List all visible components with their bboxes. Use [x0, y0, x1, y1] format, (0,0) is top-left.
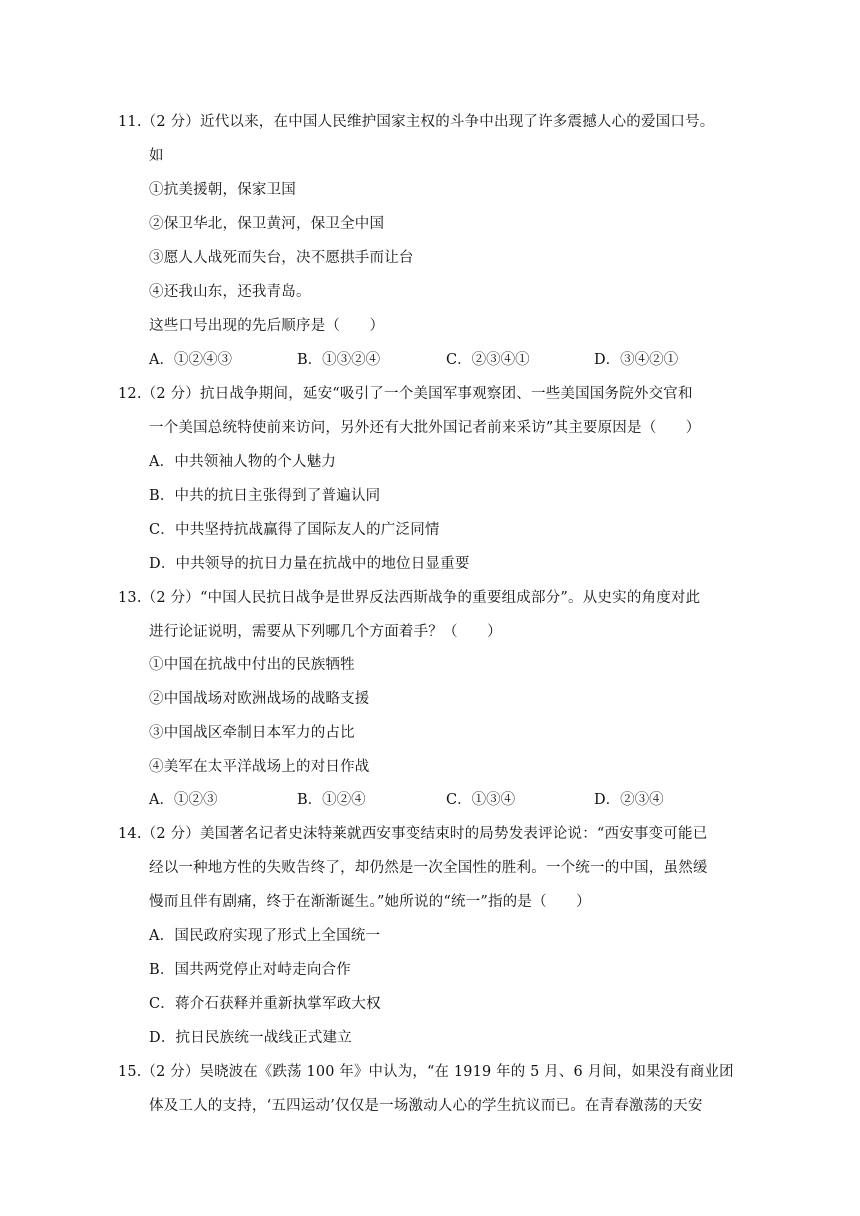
q12-option-c: C．中共坚持抗战赢得了国际友人的广泛同情 — [149, 522, 440, 538]
q11-item-3: ③愿人人战死而失台，决不愿拱手而让台 — [149, 250, 414, 266]
q13-item-3: ③中国战区牵制日本军力的占比 — [149, 725, 355, 741]
q14-stem-line-1: 14.（2 分）美国著名记者史沫特莱就西安事变结束时的局势发表评论说：“西安事变可能已 — [118, 826, 708, 842]
q13-option-a: A．①②③ — [149, 792, 218, 808]
q14-option-a: A．国民政府实现了形式上全国统一 — [149, 928, 381, 944]
q11-option-d: D．③④②① — [594, 352, 679, 368]
q11-item-4: ④还我山东，还我青岛。 — [149, 284, 311, 300]
q14-option-d: D．抗日民族统一战线正式建立 — [149, 1030, 352, 1046]
q11-stem-line-2: 如 — [149, 148, 164, 164]
q13-item-1: ①中国在抗战中付出的民族牺牲 — [149, 657, 355, 673]
q11-item-2: ②保卫华北，保卫黄河，保卫全中国 — [149, 216, 385, 232]
q11-option-b: B．①③②④ — [297, 352, 381, 368]
q13-item-4: ④美军在太平洋战场上的对日作战 — [149, 759, 370, 775]
q12-option-a: A．中共领袖人物的个人魅力 — [149, 454, 337, 470]
q11-item-1: ①抗美援朝，保家卫国 — [149, 182, 296, 198]
q12-option-d: D．中共领导的抗日力量在抗战中的地位日显重要 — [149, 556, 470, 572]
q12-stem-line-1: 12.（2 分）抗日战争期间，延安“吸引了一个美国军事观察团、一些美国国务院外交官和 — [118, 386, 693, 402]
q13-item-2: ②中国战场对欧洲战场的战略支援 — [149, 691, 370, 707]
q11-stem-line-1: 11.（2 分）近代以来，在中国人民维护国家主权的斗争中出现了许多震撼人心的爱国口号。 — [118, 114, 715, 130]
q14-stem-line-2: 经以一种地方性的失败告终了，却仍然是一次全国性的胜利。一个统一的中国，虽然缓 — [149, 860, 708, 876]
q15-stem-line-1: 15.（2 分）吴晓波在《跌荡 100 年》中认为，“在 1919 年的 5 月、6 月间，如果没有商业团 — [118, 1064, 734, 1080]
q12-stem-line-2: 一个美国总统特使前来访问，另外还有大批外国记者前来采访”其主要原因是（ ） — [149, 420, 701, 436]
q12-option-b: B．中共的抗日主张得到了普遍认同 — [149, 488, 381, 504]
q11-option-c: C．②③④① — [446, 352, 530, 368]
q13-option-d: D．②③④ — [594, 792, 664, 808]
q13-stem-line-1: 13.（2 分）“中国人民抗日战争是世界反法西斯战争的重要组成部分”。从史实的角度对此 — [118, 590, 701, 606]
q13-option-b: B．①②④ — [297, 792, 366, 808]
q15-stem-line-2: 体及工人的支持，‘五四运动’仅仅是一场激动人心的学生抗议而已。在青春激荡的天安 — [149, 1098, 703, 1114]
q11-prompt: 这些口号出现的先后顺序是（ ） — [149, 318, 385, 334]
q13-option-c: C．①③④ — [446, 792, 516, 808]
q14-option-b: B．国共两党停止对峙走向合作 — [149, 962, 351, 978]
q11-option-a: A．①②④③ — [149, 352, 232, 368]
q13-stem-line-2: 进行论证说明，需要从下列哪几个方面着手？（ ） — [149, 624, 502, 640]
q14-option-c: C．蒋介石获释并重新执掌军政大权 — [149, 996, 381, 1012]
q14-stem-line-3: 慢而且伴有剧痛，终于在渐渐诞生。”她所说的“统一”指的是（ ） — [149, 894, 591, 910]
